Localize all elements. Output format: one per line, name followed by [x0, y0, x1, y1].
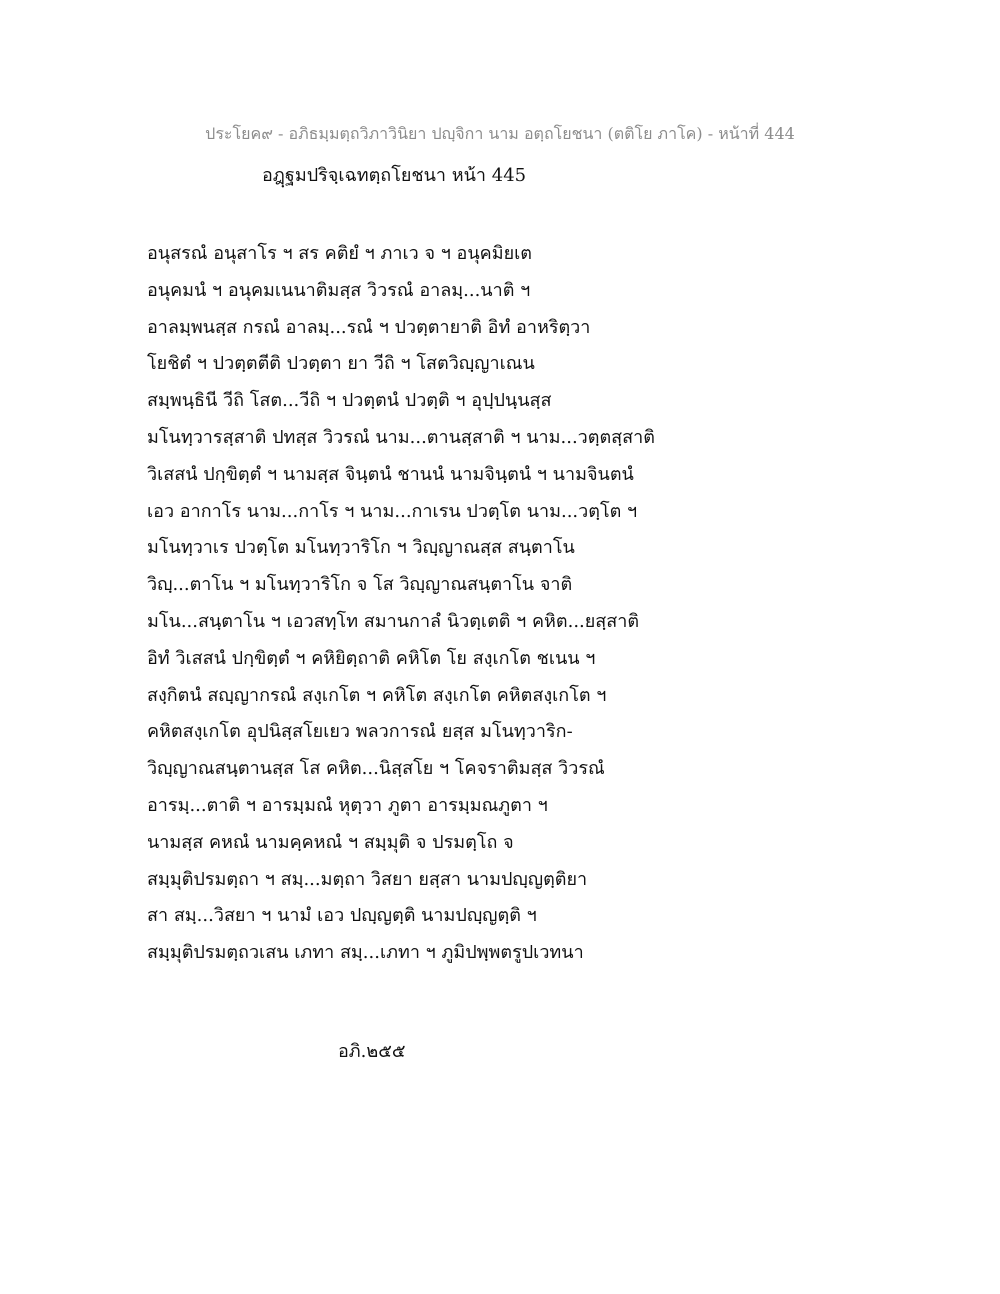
- page-footer-mark: อภิ.๒๕๕: [338, 1041, 406, 1062]
- text-line: นามสฺส คหณํ นามคฺคหณํ ฯ สมฺมุติ จ ปรมตฺโถ จ: [147, 831, 514, 853]
- text-line: อนุสรณํ อนุสาโร ฯ สร คติยํ ฯ ภาเว จ ฯ อนุคมิยเต: [147, 243, 532, 264]
- text-line: สา สมฺ...วิสยา ฯ นามํ เอว ปญฺญตฺติ นามปญฺญตฺติ ฯ: [147, 905, 537, 927]
- text-line: มโน...สนฺตาโน ฯ เอวสทฺโท สมานกาลํ นิวตฺเตติ ฯ คหิต...ยสฺสาติ: [147, 610, 640, 632]
- text-line: วิญฺญาณสนฺตานสฺส โส คหิต...นิสฺสโย ฯ โคจราติมสฺส วิวรณํ: [147, 758, 605, 780]
- text-line: มโนทฺวารสฺสาติ ปทสฺส วิวรณํ นาม...ตานสฺสาติ ฯ นาม...วตฺตสฺสาติ: [147, 426, 655, 448]
- text-line: โยชิตํ ฯ ปวตฺตตีติ ปวตฺตา ยา วีถิ ฯ โสตวิญฺญาเณน: [147, 353, 535, 375]
- text-line: อารมฺ...ตาติ ฯ อารมฺมณํ หุตฺวา ภูตา อารมฺมณภูตา ฯ: [147, 794, 548, 816]
- text-line: สงฺกิตนํ สญฺญากรณํ สงฺเกโต ฯ คหิโต สงฺเกโต คหิตสงฺเกโต ฯ: [147, 684, 607, 706]
- body-text: [147, 240, 655, 976]
- text-line: สมฺมุติปรมตฺถวเสน เภทา สมฺ...เภทา ฯ ภูมิปพฺพตรูปเวทนา: [147, 942, 584, 964]
- text-line: อาลมฺพนสฺส กรณํ อาลมฺ...รณํ ฯ ปวตฺตายาติ อิทํ อาหริตฺวา: [147, 316, 591, 338]
- section-title: อฎฺฐมปริจฺเฉทตฺถโยชนา หน้า 445: [262, 165, 527, 186]
- text-line: มโนทฺวาเร ปวตฺโต มโนทฺวาริโก ฯ วิญฺญาณสฺส สนฺตาโน: [147, 537, 575, 559]
- text-line: คหิตสงฺเกโต อุปนิสฺสโยเยว พลวการณํ ยสฺส มโนทฺวาริก-: [147, 721, 573, 743]
- text-line: อิทํ วิเสสนํ ปกฺขิตฺตํ ฯ คหิยิตฺถาติ คหิโต โย สงฺเกโต ชเนน ฯ: [147, 647, 596, 669]
- text-line: สมฺมุติปรมตฺถา ฯ สมฺ...มตฺถา วิสยา ยสฺสา นามปญฺญตฺติยา: [147, 868, 588, 890]
- text-line: เอว อากาโร นาม...กาโร ฯ นาม...กาเรน ปวตฺโต นาม...วตฺโต ฯ: [147, 500, 638, 522]
- text-line: วิญฺ...ตาโน ฯ มโนทฺวาริโก จ โส วิญฺญาณสนฺตาโน จาติ: [147, 574, 573, 596]
- text-line: วิเสสนํ ปกฺขิตฺตํ ฯ นามสฺส จินฺตนํ ชานนํ นามจินฺตนํ ฯ นามจินตนํ: [147, 463, 634, 485]
- text-line: สมฺพนฺธินี วีถิ โสต...วีถิ ฯ ปวตฺตนํ ปวตฺติ ฯ อุปฺปนฺนสฺส: [147, 390, 552, 412]
- text-line: อนุคมนํ ฯ อนุคมเนนาติมสฺส วิวรณํ อาลมฺ...นาติ ฯ: [147, 279, 531, 301]
- running-header: ประโยค๙ - อภิธมฺมตฺถวิภาวินิยา ปญฺจิกา นาม อตฺถโยชนา (ตติโย ภาโค) - หน้าที่ 444: [205, 124, 795, 143]
